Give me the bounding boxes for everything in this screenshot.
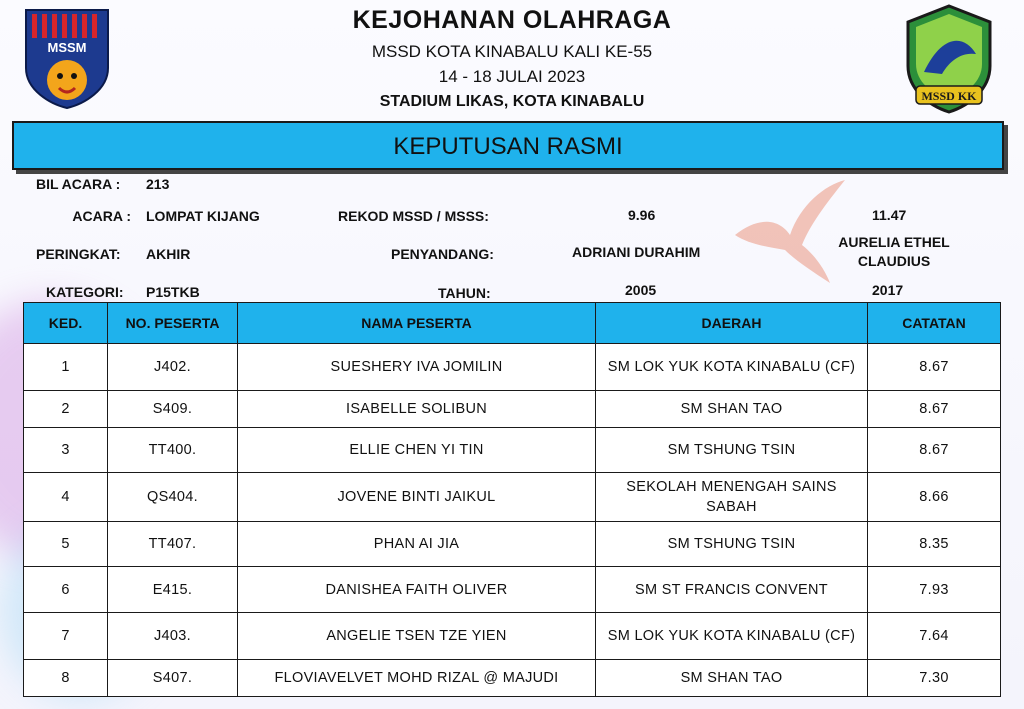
cell-ked: 4 xyxy=(24,473,108,522)
column-header-ked: KED. xyxy=(24,303,108,344)
cell-catatan: 7.93 xyxy=(868,567,1001,613)
banner-title: KEPUTUSAN RASMI xyxy=(393,133,623,160)
cell-catatan: 8.66 xyxy=(868,473,1001,522)
acara-value: LOMPAT KIJANG xyxy=(146,208,260,224)
table-row xyxy=(24,428,1001,473)
cell-daerah: SM LOK YUK KOTA KINABALU (CF) xyxy=(596,344,868,391)
column-header-daerah: DAERAH xyxy=(596,303,868,344)
penyandang-msss-line2: CLAUDIUS xyxy=(857,253,931,269)
rekod-msss-value: 11.47 xyxy=(872,207,907,223)
kategori-label: KATEGORI: xyxy=(46,284,124,300)
cell-nama: JOVENE BINTI JAIKUL xyxy=(238,473,596,522)
results-table xyxy=(23,302,1001,697)
column-header-catatan: CATATAN xyxy=(868,303,1001,344)
mssd-kk-logo xyxy=(902,4,996,114)
cell-ked: 6 xyxy=(24,567,108,613)
cell-nama: ISABELLE SOLIBUN xyxy=(238,391,596,428)
mssm-logo xyxy=(24,8,110,110)
table-row xyxy=(24,522,1001,567)
cell-no-peserta: TT407. xyxy=(108,522,238,567)
bil-acara-label: BIL ACARA : xyxy=(36,176,121,192)
penyandang-label: PENYANDANG: xyxy=(391,246,494,262)
page-header xyxy=(0,0,1024,118)
cell-daerah: SM TSHUNG TSIN xyxy=(596,428,868,473)
acara-label: ACARA : xyxy=(72,208,131,224)
cell-daerah: SM SHAN TAO xyxy=(596,660,868,697)
cell-no-peserta: J403. xyxy=(108,613,238,660)
cell-ked: 3 xyxy=(24,428,108,473)
rekod-mssd-value: 9.96 xyxy=(628,207,656,223)
bil-acara-value: 213 xyxy=(146,176,170,192)
cell-ked: 5 xyxy=(24,522,108,567)
cell-no-peserta: QS404. xyxy=(108,473,238,522)
table-row xyxy=(24,344,1001,391)
cell-nama: DANISHEA FAITH OLIVER xyxy=(238,567,596,613)
tahun-msss-value: 2017 xyxy=(872,282,904,298)
cell-catatan: 8.67 xyxy=(868,344,1001,391)
table-header-row xyxy=(24,303,1001,344)
cell-no-peserta: S409. xyxy=(108,391,238,428)
rekod-label: REKOD MSSD / MSSS: xyxy=(338,208,489,224)
tahun-mssd-value: 2005 xyxy=(625,282,657,298)
cell-ked: 2 xyxy=(24,391,108,428)
cell-catatan: 7.64 xyxy=(868,613,1001,660)
cell-no-peserta: E415. xyxy=(108,567,238,613)
table-row xyxy=(24,660,1001,697)
page-title: KEJOHANAN OLAHRAGA xyxy=(352,6,672,34)
cell-nama: PHAN AI JIA xyxy=(238,522,596,567)
peringkat-value: AKHIR xyxy=(146,246,191,262)
cell-nama: SUESHERY IVA JOMILIN xyxy=(238,344,596,391)
cell-daerah: SM TSHUNG TSIN xyxy=(596,522,868,567)
cell-daerah: SM SHAN TAO xyxy=(596,391,868,428)
mssm-logo-text: MSSM xyxy=(47,40,87,55)
cell-nama: FLOVIAVELVET MOHD RIZAL @ MAJUDI xyxy=(238,660,596,697)
cell-nama: ANGELIE TSEN TZE YIEN xyxy=(238,613,596,660)
cell-catatan: 8.67 xyxy=(868,428,1001,473)
cell-no-peserta: TT400. xyxy=(108,428,238,473)
event-dates: 14 - 18 JULAI 2023 xyxy=(438,67,586,86)
table-row xyxy=(24,613,1001,660)
peringkat-label: PERINGKAT: xyxy=(36,246,121,262)
tahun-label: TAHUN: xyxy=(438,285,491,301)
column-header-no-peserta: NO. PESERTA xyxy=(108,303,238,344)
table-row xyxy=(24,391,1001,428)
official-results-banner xyxy=(12,121,1004,170)
table-row xyxy=(24,473,1001,522)
cell-nama: ELLIE CHEN YI TIN xyxy=(238,428,596,473)
cell-catatan: 8.35 xyxy=(868,522,1001,567)
cell-daerah: SM LOK YUK KOTA KINABALU (CF) xyxy=(596,613,868,660)
cell-no-peserta: S407. xyxy=(108,660,238,697)
cell-no-peserta: J402. xyxy=(108,344,238,391)
event-venue: STADIUM LIKAS, KOTA KINABALU xyxy=(379,93,645,110)
penyandang-mssd-value: ADRIANI DURAHIM xyxy=(572,244,701,260)
cell-catatan: 8.67 xyxy=(868,391,1001,428)
penyandang-msss-line1: AURELIA ETHEL xyxy=(838,234,950,250)
cell-ked: 8 xyxy=(24,660,108,697)
cell-catatan: 7.30 xyxy=(868,660,1001,697)
table-row xyxy=(24,567,1001,613)
cell-daerah: SEKOLAH MENENGAH SAINS SABAH xyxy=(596,473,868,522)
kategori-value: P15TKB xyxy=(146,284,200,300)
cell-daerah: SM ST FRANCIS CONVENT xyxy=(596,567,868,613)
column-header-nama-peserta: NAMA PESERTA xyxy=(238,303,596,344)
cell-ked: 7 xyxy=(24,613,108,660)
page-subtitle: MSSD KOTA KINABALU KALI KE-55 xyxy=(371,42,653,61)
mssd-kk-logo-text: MSSD KK xyxy=(921,89,977,103)
cell-ked: 1 xyxy=(24,344,108,391)
